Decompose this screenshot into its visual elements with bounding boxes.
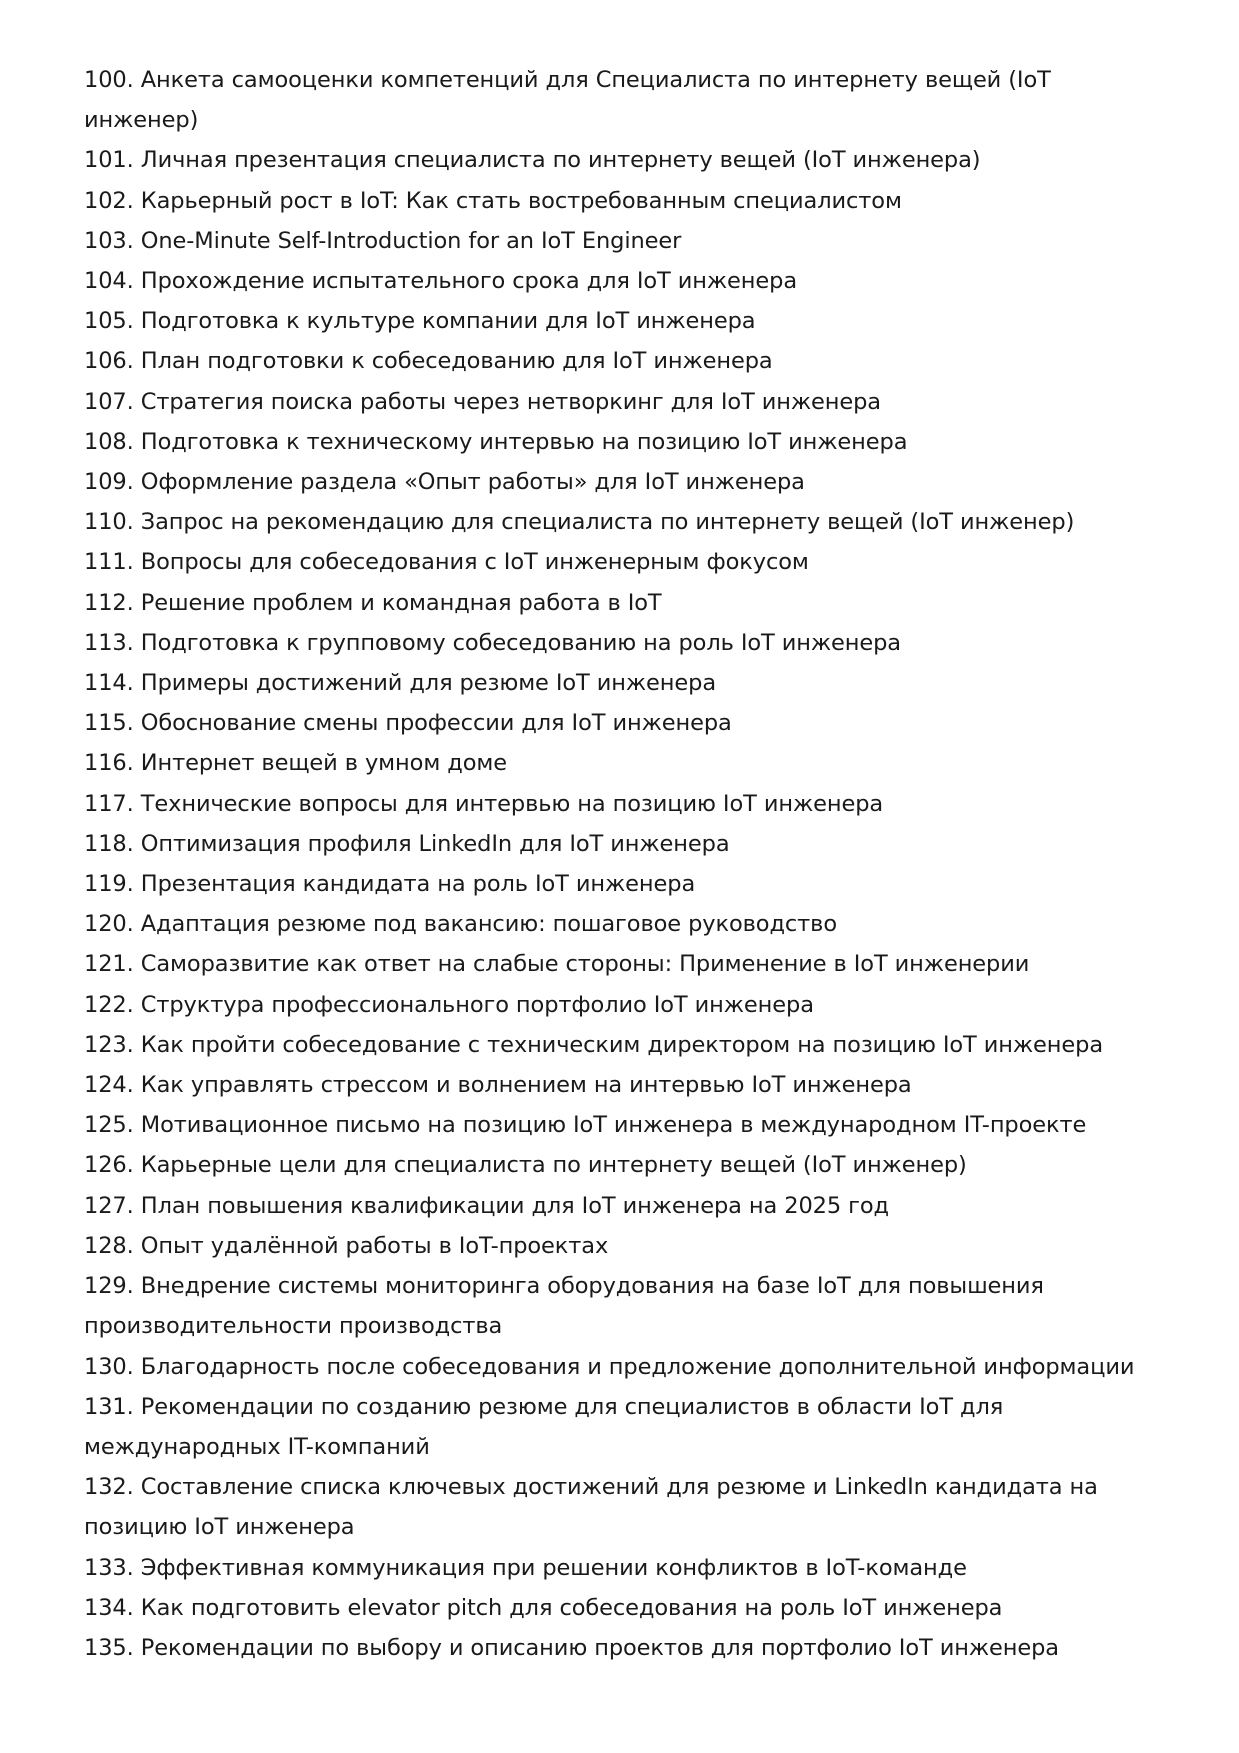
list-item: 129. Внедрение системы мониторинга оборудования на базе IoT для повышения производительности производства [84, 1273, 1044, 1340]
document-page [84, 60, 1164, 1668]
list-item: 130. Благодарность после собеседования и предложение дополнительной информации [84, 1353, 1135, 1380]
list-item: 119. Презентация кандидата на роль IoT инженера [84, 871, 696, 898]
list-item: 126. Карьерные цели для специалиста по интернету вещей (IoT инженер) [84, 1152, 967, 1179]
list-item: 122. Структура профессионального портфолио IoT инженера [84, 991, 814, 1018]
list-item: 112. Решение проблем и командная работа в IoT [84, 589, 662, 616]
list-item: 121. Саморазвитие как ответ на слабые стороны: Применение в IoT инженерии [84, 951, 1030, 978]
list-item: 101. Личная презентация специалиста по интернету вещей (IoT инженера) [84, 147, 981, 174]
list-item: 103. One-Minute Self-Introduction for an IoT Engineer [84, 227, 682, 254]
list-item: 123. Как пройти собеседование с техническим директором на позицию IoT инженера [84, 1031, 1104, 1058]
list-item: 102. Карьерный рост в IoT: Как стать востребованным специалистом [84, 187, 902, 214]
list-item: 114. Примеры достижений для резюме IoT инженера [84, 670, 717, 697]
list-item: 127. План повышения квалификации для IoT инженера на 2025 год [84, 1192, 889, 1219]
list-item: 111. Вопросы для собеседования с IoT инженерным фокусом [84, 549, 809, 576]
list-item: 109. Оформление раздела «Опыт работы» для IoT инженера [84, 469, 805, 496]
list-item: 110. Запрос на рекомендацию для специалиста по интернету вещей (IoT инженер) [84, 509, 1075, 536]
list-item: 117. Технические вопросы для интервью на позицию IoT инженера [84, 790, 884, 817]
list-item: 115. Обоснование смены профессии для IoT инженера [84, 710, 732, 737]
list-item: 118. Оптимизация профиля LinkedIn для IoT инженера [84, 830, 730, 857]
list-item: 104. Прохождение испытательного срока для IoT инженера [84, 268, 798, 295]
list-item: 133. Эффективная коммуникация при решении конфликтов в IoT-команде [84, 1554, 967, 1581]
list-item: 100. Анкета самооценки компетенций для Специалиста по интернету вещей (IoT инженер) [84, 67, 1051, 134]
list-item: 124. Как управлять стрессом и волнением на интервью IoT инженера [84, 1072, 912, 1099]
list-item: 108. Подготовка к техническому интервью на позицию IoT инженера [84, 428, 908, 455]
list-item: 125. Мотивационное письмо на позицию IoT инженера в международном IT-проекте [84, 1112, 1087, 1139]
list-item: 113. Подготовка к групповому собеседованию на роль IoT инженера [84, 629, 901, 656]
list-item: 131. Рекомендации по созданию резюме для специалистов в области IoT для международных IT-компаний [84, 1393, 1004, 1460]
list-item: 132. Составление списка ключевых достижений для резюме и LinkedIn кандидата на позицию IoT инженера [84, 1474, 1098, 1541]
list-item: 134. Как подготовить elevator pitch для собеседования на роль IoT инженера [84, 1594, 1003, 1621]
list-item: 107. Стратегия поиска работы через нетворкинг для IoT инженера [84, 388, 881, 415]
topic-list [84, 60, 1164, 1668]
list-item: 120. Адаптация резюме под вакансию: пошаговое руководство [84, 911, 838, 938]
list-item: 116. Интернет вещей в умном доме [84, 750, 507, 777]
list-item: 106. План подготовки к собеседованию для IoT инженера [84, 348, 773, 375]
list-item: 105. Подготовка к культуре компании для IoT инженера [84, 308, 756, 335]
list-item: 135. Рекомендации по выбору и описанию проектов для портфолио IoT инженера [84, 1634, 1059, 1661]
list-item: 128. Опыт удалённой работы в IoT-проектах [84, 1232, 609, 1259]
